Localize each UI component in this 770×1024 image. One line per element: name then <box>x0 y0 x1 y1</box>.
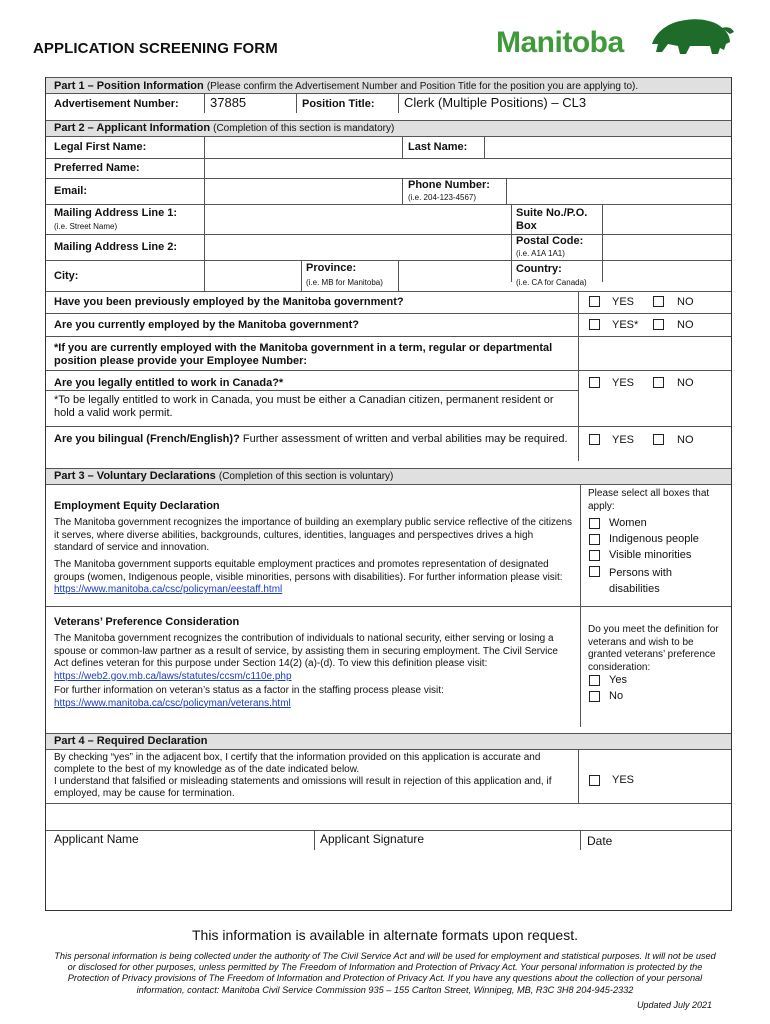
indigenous-label: Indigenous people <box>609 533 699 545</box>
q-legally-entitled: Are you legally entitled to work in Canada?* <box>54 377 284 389</box>
ee-paragraph-1: The Manitoba government recognizes the importance of building an exemplary public service reflective of the citizens it serves, where diverse abilities, backgrounds, cultures, identities, languages and perspectives drives a high standard of service and innovation. <box>54 517 573 553</box>
suite-label: Suite No./P.O. Box <box>516 207 588 232</box>
veterans-title: Veterans’ Preference Consideration <box>54 616 240 628</box>
email-label: Email: <box>54 185 88 197</box>
indigenous-checkbox[interactable] <box>589 534 600 545</box>
manitoba-logo <box>496 14 731 60</box>
form-title: APPLICATION SCREENING FORM <box>33 40 278 57</box>
email-field[interactable] <box>205 178 401 204</box>
phone-hint: (i.e. 204-123-4567) <box>408 193 477 202</box>
disabilities-label: Persons with disabilities <box>609 567 672 595</box>
legal-yes-label: YES <box>612 377 635 389</box>
curr-yes-checkbox[interactable] <box>589 319 600 330</box>
last-name-field[interactable] <box>485 136 730 158</box>
visible-minorities-checkbox[interactable] <box>589 550 600 561</box>
legal-note: *To be legally entitled to work in Canada, you must be either a Canadian citizen, permanent resident or hold a valid work permit. <box>54 394 554 419</box>
province-field[interactable] <box>399 260 510 291</box>
bilingual-yes-checkbox[interactable] <box>589 434 600 445</box>
curr-no-label: NO <box>677 319 694 331</box>
city-label: City: <box>54 270 79 282</box>
bilingual-no-checkbox[interactable] <box>653 434 664 445</box>
bilingual-yes-label: YES <box>612 434 635 446</box>
logo-text: Manitoba <box>496 26 624 59</box>
employee-number-note: *If you are currently employed with the Manitoba government in a term, regular or departmental position please provide your Employee Number: <box>54 342 553 367</box>
veterans-policy-link[interactable]: https://www.manitoba.ca/csc/policyman/veterans.html <box>54 697 291 709</box>
country-field[interactable] <box>603 260 730 291</box>
q-bilingual: Are you bilingual (French/English)? <box>54 433 240 445</box>
country-hint: (i.e. CA for Canada) <box>516 278 587 287</box>
declaration-yes-label: YES <box>612 774 635 786</box>
part1-note: (Please confirm the Advertisement Number and Position Title for the position you are applying to). <box>206 81 639 92</box>
last-name-label: Last Name: <box>408 141 468 153</box>
position-title-field[interactable]: Clerk (Multiple Positions) – CL3 <box>404 95 587 110</box>
employee-number-field[interactable] <box>579 336 730 370</box>
prev-yes-label: YES <box>612 296 635 308</box>
part4-paragraph-1: By checking “yes” in the adjacent box, I certify that the information provided on this application is accurate and complete to the best of my knowledge as of the date indicated below. <box>54 752 541 775</box>
disabilities-checkbox[interactable] <box>589 566 600 577</box>
postal-label: Postal Code: <box>516 235 584 247</box>
veterans-yes-label: Yes <box>609 674 627 686</box>
declaration-yes-checkbox[interactable] <box>589 775 600 786</box>
curr-yes-label: YES* <box>612 319 639 331</box>
q-bilingual-note: Further assessment of written and verbal abilities may be required. <box>239 433 568 445</box>
part3-heading: Part 3 – Voluntary Declarations <box>54 470 216 482</box>
province-hint: (i.e. MB for Manitoba) <box>306 278 383 287</box>
city-field[interactable] <box>205 260 300 291</box>
date-label: Date <box>587 834 613 848</box>
legal-no-label: NO <box>677 377 694 389</box>
bilingual-no-label: NO <box>677 434 694 446</box>
alt-formats-notice: This information is available in alternate formats upon request. <box>192 927 578 943</box>
postal-hint: (i.e. A1A 1A1) <box>516 249 565 258</box>
veterans-question: Do you meet the definition for veterans and wish to be granted veterans’ preference consideration: <box>588 624 719 673</box>
veterans-paragraph-1: The Manitoba government recognizes the contribution of individuals to national security, either serving or losing a spouse or common-law partner as a result of service, by assisting them in securing employment. The Civil Service Act defines veteran for this purpose under Section 14(2) (a)-(d). To view this definition please visit: <box>54 633 558 669</box>
ee-select-instruction: Please select all boxes that apply: <box>588 488 710 512</box>
ee-paragraph-2: The Manitoba government supports equitable employment practices and promotes representation of designated groups (women, Indigenous people, visible minorities, persons with disabilities). For further information please visit: <box>54 559 563 583</box>
veterans-paragraph-2: For further information on veteran’s status as a factor in the staffing process please visit: <box>54 685 444 696</box>
q-currently-employed: Are you currently employed by the Manitoba government? <box>54 319 359 331</box>
women-checkbox[interactable] <box>589 518 600 529</box>
address1-hint: (i.e. Street Name) <box>54 222 118 231</box>
part2-heading: Part 2 – Applicant Information <box>54 122 211 134</box>
ad-number-field[interactable]: 37885 <box>210 95 247 110</box>
part1-heading: Part 1 – Position Information <box>54 80 204 92</box>
application-form <box>45 77 732 911</box>
legal-no-checkbox[interactable] <box>653 377 664 388</box>
women-label: Women <box>609 517 647 529</box>
part2-note: (Completion of this section is mandatory) <box>213 123 395 134</box>
preferred-name-field[interactable] <box>205 158 730 178</box>
phone-field[interactable] <box>507 178 730 204</box>
postal-field[interactable] <box>603 234 730 260</box>
q-previously-employed: Have you been previously employed by the Manitoba government? <box>54 296 404 308</box>
suite-field[interactable] <box>603 204 730 234</box>
veterans-no-label: No <box>609 690 624 702</box>
signature-area[interactable] <box>46 850 731 910</box>
prev-no-label: NO <box>677 296 694 308</box>
province-label: Province: <box>306 262 357 274</box>
part4-paragraph-2: I understand that falsified or misleading statements and omissions will result in rejection of this application and, if employed, may be cause for termination. <box>54 776 552 799</box>
visible-minorities-label: Visible minorities <box>609 549 692 561</box>
part3-note: (Completion of this section is voluntary) <box>218 471 394 482</box>
curr-no-checkbox[interactable] <box>653 319 664 330</box>
legal-first-name-field[interactable] <box>205 136 401 158</box>
part4-heading: Part 4 – Required Declaration <box>54 735 208 747</box>
ee-link[interactable]: https://www.manitoba.ca/csc/policyman/eestaff.html <box>54 584 283 595</box>
applicant-signature-label: Applicant Signature <box>320 832 425 846</box>
veterans-statute-link[interactable]: https://web2.gov.mb.ca/laws/statutes/ccsm/c110e.php <box>54 670 292 682</box>
updated-date: Updated July 2021 <box>636 1000 712 1010</box>
ee-title: Employment Equity Declaration <box>54 500 220 512</box>
address2-field[interactable] <box>205 234 510 260</box>
address1-field[interactable] <box>205 204 510 234</box>
phone-label: Phone Number: <box>408 179 490 191</box>
legal-yes-checkbox[interactable] <box>589 377 600 388</box>
bison-icon <box>646 14 736 60</box>
address2-label: Mailing Address Line 2: <box>54 241 178 253</box>
privacy-notice: This personal information is being collected under the authority of The Civil Service Act and will be used for employment and statistical purposes. It will not be used or disclosed for other purposes, unless permitted by The Freedom of Information and Protection of Privacy Act. Your personal information is protected by the Protection of Privacy provisions of The Freedom of Information and Protection of Privacy Act. If you have any questions about the collection of your personal information, contact: Manitoba Civil Service Commission 935 – 155 Carlton Street, Winnipeg, MB, R3C 3H8 204-945-2332 <box>54 951 716 995</box>
prev-no-checkbox[interactable] <box>653 296 664 307</box>
legal-first-name-label: Legal First Name: <box>54 141 147 153</box>
country-label: Country: <box>516 263 562 275</box>
prev-yes-checkbox[interactable] <box>589 296 600 307</box>
veterans-yes-checkbox[interactable] <box>589 675 600 686</box>
veterans-no-checkbox[interactable] <box>589 691 600 702</box>
applicant-name-label: Applicant Name <box>54 832 139 846</box>
position-title-label: Position Title: <box>302 98 375 110</box>
ad-number-label: Advertisement Number: <box>54 98 179 110</box>
preferred-name-label: Preferred Name: <box>54 162 140 174</box>
address1-label: Mailing Address Line 1: <box>54 207 178 219</box>
